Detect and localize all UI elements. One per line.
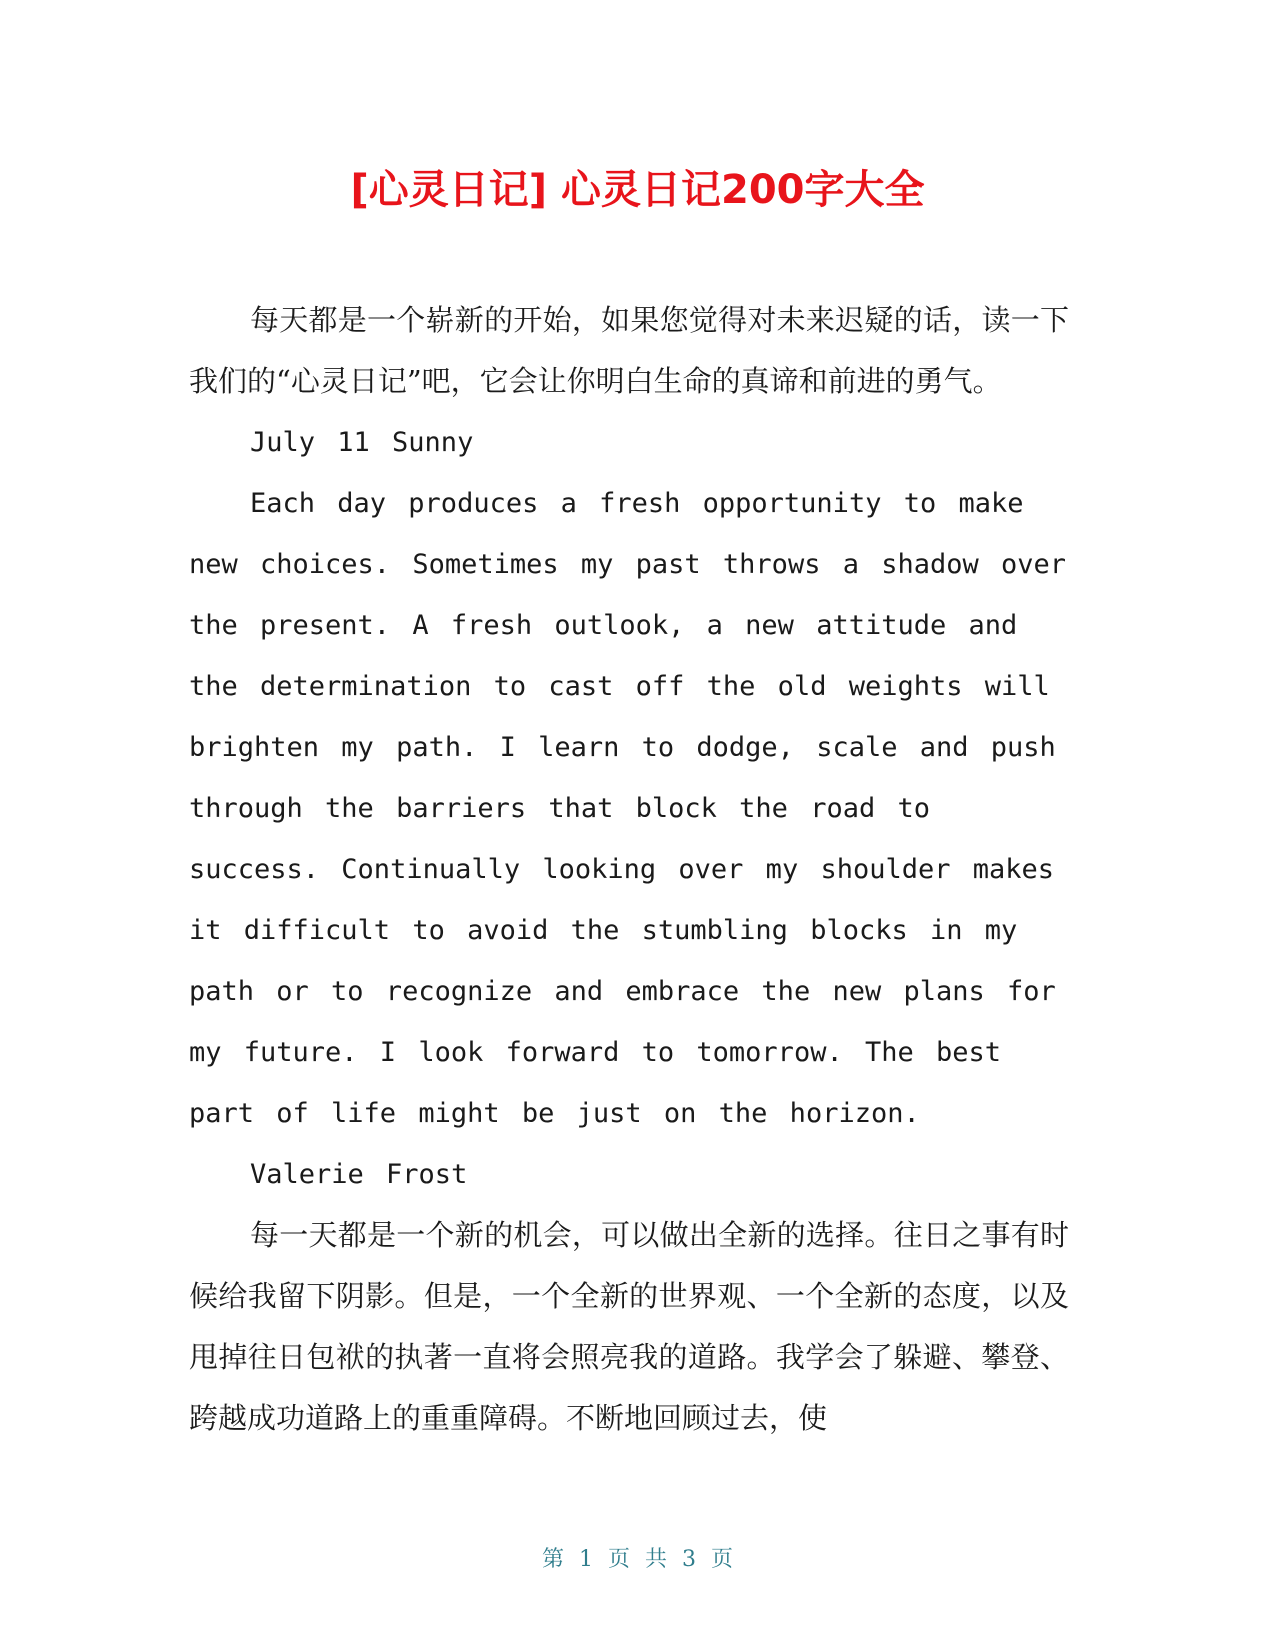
english-diary-paragraph: Each day produces a fresh opportunity to make new choices. Sometimes my past throws a shadow over the present. A fresh outlook, a new attitude and the determination to cast off the old weights will brighten my path. I learn to dodge, scale and push through the barriers that block the road to success. Continually looking over my shoulder makes it difficult to avoid the stumbling blocks in my path or to recognize and embrace the new plans for my future. I look forward to tomorrow. The best part of life might be just on the horizon.	[189, 488, 1067, 1129]
intro-paragraph: 每天都是一个崭新的开始，如果您觉得对未来迟疑的话，读一下我们的“心灵日记”吧，它会让你明白生命的真谛和前进的勇气。	[189, 303, 1069, 398]
document-body	[189, 290, 1069, 1449]
page-title: [心灵日记] 心灵日记200字大全	[350, 167, 925, 213]
author-line: Valerie Frost	[250, 1159, 468, 1190]
chinese-translation-paragraph: 每一天都是一个新的机会，可以做出全新的选择。往日之事有时候给我留下阴影。但是，一个全新的世界观、一个全新的态度，以及甩掉往日包袱的执著一直将会照亮我的道路。我学会了躲避、攀登、跨越成功道路上的重重障碍。不断地回顾过去，使	[189, 1218, 1069, 1435]
date-line: July 11 Sunny	[250, 427, 474, 458]
page-number-footer: 第 1 页 共 3 页	[542, 1547, 733, 1572]
